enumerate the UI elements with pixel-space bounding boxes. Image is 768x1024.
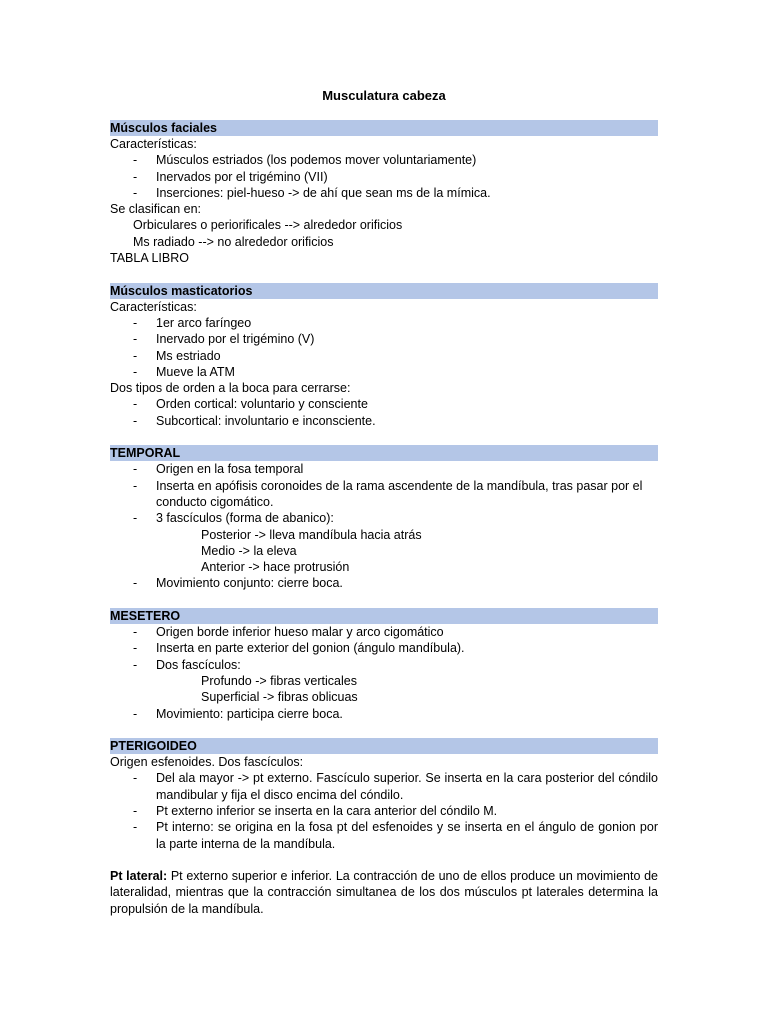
list-item-text: Subcortical: involuntario e inconsciente. — [156, 413, 376, 428]
bullet-dash: - — [133, 657, 138, 672]
list-item-text: Movimiento conjunto: cierre boca. — [156, 576, 343, 591]
list-item-text: Ms estriado — [156, 348, 221, 363]
bullet-dash: - — [133, 803, 138, 818]
document-content — [110, 87, 658, 917]
spacer — [110, 852, 658, 868]
list-item-text: 1er arco faríngeo — [156, 315, 252, 330]
list-item-text: Pt externo inferior se inserta en la cara anterior del cóndilo M. — [156, 803, 498, 818]
list-item — [110, 185, 658, 201]
section-heading-faciales: Músculos faciales — [110, 120, 658, 136]
list-item-text: Pt interno: se origina en la fosa pt del esfenoides y se inserta en el ángulo de gonion por la parte interna de la mandíbula. — [156, 820, 658, 851]
sub-item: Anterior -> hace protrusión — [201, 560, 350, 575]
list-item-text: Inserta en apófisis coronoides de la rama ascendente de la mandíbula, tras pasar por el conducto cigomático. — [156, 478, 643, 509]
list-item-text: Movimiento: participa cierre boca. — [156, 706, 343, 721]
dos-tipos-label: Dos tipos de orden a la boca para cerrarse: — [110, 381, 351, 396]
page-title: Musculatura cabeza — [322, 88, 446, 103]
list-item — [110, 461, 658, 477]
list-item — [110, 413, 658, 429]
sub-item: Medio -> la eleva — [201, 543, 297, 558]
bullet-dash: - — [133, 315, 138, 330]
list-item-text: Del ala mayor -> pt externo. Fascículo superior. Se inserta en la cara posterior del cóndilo mandibular y fija el disco encima del cóndilo. — [156, 771, 658, 802]
spacer — [110, 722, 658, 738]
bullet-dash: - — [133, 397, 138, 412]
section-heading-masticatorios: Músculos masticatorios — [110, 283, 658, 299]
bullet-dash: - — [133, 641, 138, 656]
list-item-text: Músculos estriados (los podemos mover voluntariamente) — [156, 153, 477, 168]
pt-lateral-text: Pt externo superior e inferior. La contracción de uno de ellos produce un movimiento de lateralidad, mientras que la contracción simultanea de los dos músculos pt laterales determina la propulsión de la mandíbula. — [110, 869, 658, 916]
list-item-text: Mueve la ATM — [156, 364, 235, 379]
spacer — [110, 592, 658, 608]
origen-label: Origen esfenoides. Dos fascículos: — [110, 755, 304, 770]
list-item — [110, 348, 658, 364]
list-item — [110, 478, 658, 511]
bullet-dash: - — [133, 153, 138, 168]
section-heading-mesetero: MESETERO — [110, 608, 658, 624]
bullet-dash: - — [133, 332, 138, 347]
section-heading-temporal: TEMPORAL — [110, 445, 658, 461]
bullet-dash: - — [133, 364, 138, 379]
list-item-text: Dos fascículos: — [156, 657, 241, 672]
sub-item: Superficial -> fibras oblicuas — [201, 690, 358, 705]
bullet-dash: - — [133, 478, 138, 493]
list-item-text: Inserta en parte exterior del gonion (ángulo mandíbula). — [156, 641, 465, 656]
list-item — [110, 315, 658, 331]
bullet-dash: - — [133, 511, 138, 526]
clasifican-label: Se clasifican en: — [110, 202, 202, 217]
list-item-text: Inserciones: piel-hueso -> de ahí que sean ms de la mímica. — [156, 185, 491, 200]
bullet-dash: - — [133, 169, 138, 184]
list-item — [110, 169, 658, 185]
list-item-text: Inervado por el trigémino (V) — [156, 332, 315, 347]
list-item — [110, 364, 658, 380]
list-item-text: Orden cortical: voluntario y consciente — [156, 397, 368, 412]
list-item — [110, 640, 658, 656]
list-item — [110, 396, 658, 412]
bullet-dash: - — [133, 771, 138, 786]
sub-item: Posterior -> lleva mandíbula hacia atrás — [201, 527, 422, 542]
list-item — [110, 624, 658, 640]
bullet-dash: - — [133, 625, 138, 640]
sub-item: Profundo -> fibras verticales — [201, 673, 357, 688]
list-item — [110, 331, 658, 347]
bullet-dash: - — [133, 348, 138, 363]
list-item — [110, 819, 658, 852]
bullet-dash: - — [133, 185, 138, 200]
caracteristicas-label: Características: — [110, 137, 197, 151]
pt-lateral-label: Pt lateral: — [110, 869, 168, 884]
list-item — [110, 152, 658, 168]
list-item — [110, 706, 658, 722]
section-heading-pterigoideo: PTERIGOIDEO — [110, 738, 658, 754]
list-item-text: Origen en la fosa temporal — [156, 462, 304, 477]
list-item — [110, 657, 658, 673]
pt-lateral-paragraph — [110, 868, 658, 917]
bullet-dash: - — [133, 820, 138, 835]
list-item — [110, 575, 658, 591]
sub-item: Ms radiado --> no alrededor orificios — [133, 234, 334, 249]
spacer — [110, 429, 658, 445]
spacer — [110, 266, 658, 282]
bullet-dash: - — [133, 462, 138, 477]
sub-item: Orbiculares o periorificales --> alrededor orificios — [133, 218, 403, 233]
tabla-libro-note: TABLA LIBRO — [110, 251, 189, 266]
list-item — [110, 510, 658, 526]
list-item — [110, 770, 658, 803]
list-item-text: 3 fascículos (forma de abanico): — [156, 511, 334, 526]
bullet-dash: - — [133, 706, 138, 721]
list-item — [110, 803, 658, 819]
list-item-text: Origen borde inferior hueso malar y arco cigomático — [156, 625, 444, 640]
caracteristicas-label: Características: — [110, 299, 197, 314]
bullet-dash: - — [133, 576, 138, 591]
bullet-dash: - — [133, 413, 138, 428]
list-item-text: Inervados por el trigémino (VII) — [156, 169, 328, 184]
